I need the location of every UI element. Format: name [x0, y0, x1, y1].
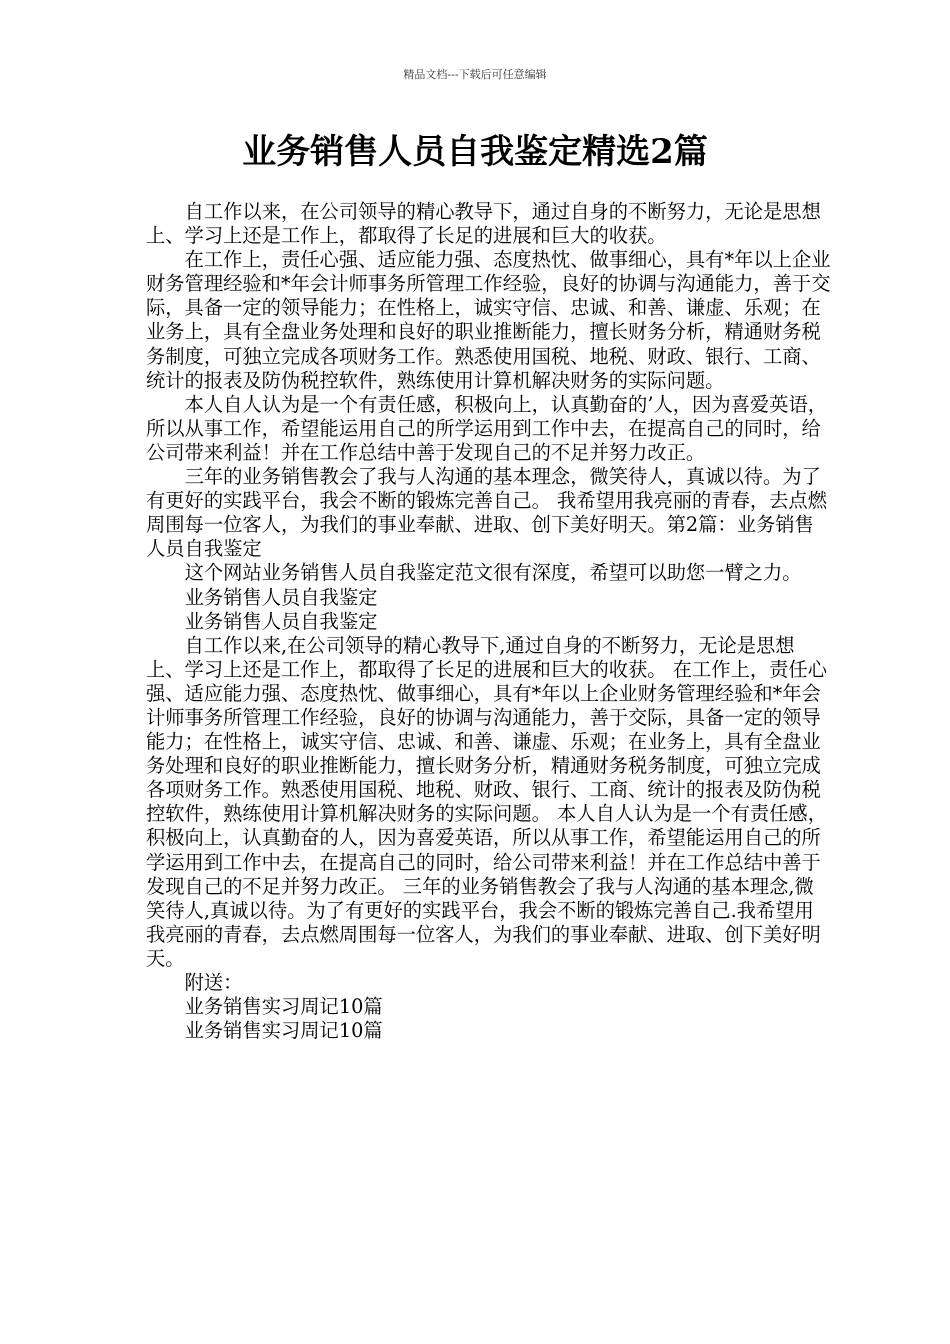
header-note: 精品文档---下载后可任意编辑 — [403, 68, 547, 81]
document-body — [146, 200, 832, 1043]
section-heading: 业务销售人员自我鉴定 — [184, 609, 378, 633]
appendix-item: 业务销售实习周记10篇 — [184, 1019, 383, 1043]
appendix-label: 附送： — [184, 971, 243, 994]
document-title: 业务销售人员自我鉴定精选2篇 — [242, 132, 708, 172]
paragraph: 本人自人认为是一个有责任感，积极向上，认真勤奋的’人，因为喜爱英语，所以从事工作，希望能运用自己的所学运用到工作中去，在提高自己的同时，给公司带来利益！并在工作总结中善于发现自己的不足并努力改正。 — [146, 392, 828, 464]
paragraph: 自工作以来,在公司领导的精心教导下,通过自身的不断努力，无论是思想上、学习上还是工作上，都取得了长足的进展和巨大的收获。 在工作上，责任心强、适应能力强、态度热忱、做事细心，具有*年以上企业财务管理经验和*年会计师事务所管理工作经验，良好的协调与沟通能力，善于交际，具备一定的领导能力；在性格上，诚实守信、忠诚、和善、谦虚、乐观；在业务上，具有全盘业务处理和良好的职业推断能力，擅长财务分析，精通财务税务制度，可独立完成各项财务工作。熟悉使用国税、地税、财政、银行、工商、统计的报表及防伪税控软件，熟练使用计算机解决财务的实际问题。 本人自人认为是一个有责任感，积极向上，认真勤奋的人，因为喜爱英语，所以从事工作，希望能运用自己的所学运用到工作中去，在提高自己的同时，给公司带来利益！并在工作总结中善于发现自己的不足并努力改正。 三年的业务销售教会了我与人沟通的基本理念,微笑待人,真诚以待。为了有更好的实践平台，我会不断的锻炼完善自己.我希望用我亮丽的青春，去点燃周围每一位客人，为我们的事业奉献、进取、创下美好明天。 — [146, 633, 827, 970]
paragraph: 这个网站业务销售人员自我鉴定范文很有深度，希望可以助您一臂之力。 — [184, 561, 802, 585]
paragraph: 自工作以来，在公司领导的精心教导下，通过自身的不断努力，无论是思想上、学习上还是工作上，都取得了长足的进展和巨大的收获。 — [146, 200, 821, 248]
paragraph: 在工作上，责任心强、适应能力强、态度热忱、做事细心，具有*年以上企业财务管理经验和*年会计师事务所管理工作经验，良好的协调与沟通能力，善于交际，具备一定的领导能力；在性格上，诚实守信、忠诚、和善、谦虚、乐观；在业务上，具有全盘业务处理和良好的职业推断能力，擅长财务分析，精通财务税务制度，可独立完成各项财务工作。熟悉使用国税、地税、财政、银行、工商、统计的报表及防伪税控软件，熟练使用计算机解决财务的实际问题。 — [146, 248, 831, 392]
appendix-item: 业务销售实习周记10篇 — [184, 995, 383, 1019]
section-heading: 业务销售人员自我鉴定 — [184, 585, 378, 609]
paragraph: 三年的业务销售教会了我与人沟通的基本理念，微笑待人，真诚以待。为了有更好的实践平台，我会不断的锻炼完善自己。 我希望用我亮丽的青春，去点燃周围每一位客人，为我们的事业奉献、进取、创下美好明天。第2篇：业务销售人员自我鉴定 — [146, 465, 827, 561]
